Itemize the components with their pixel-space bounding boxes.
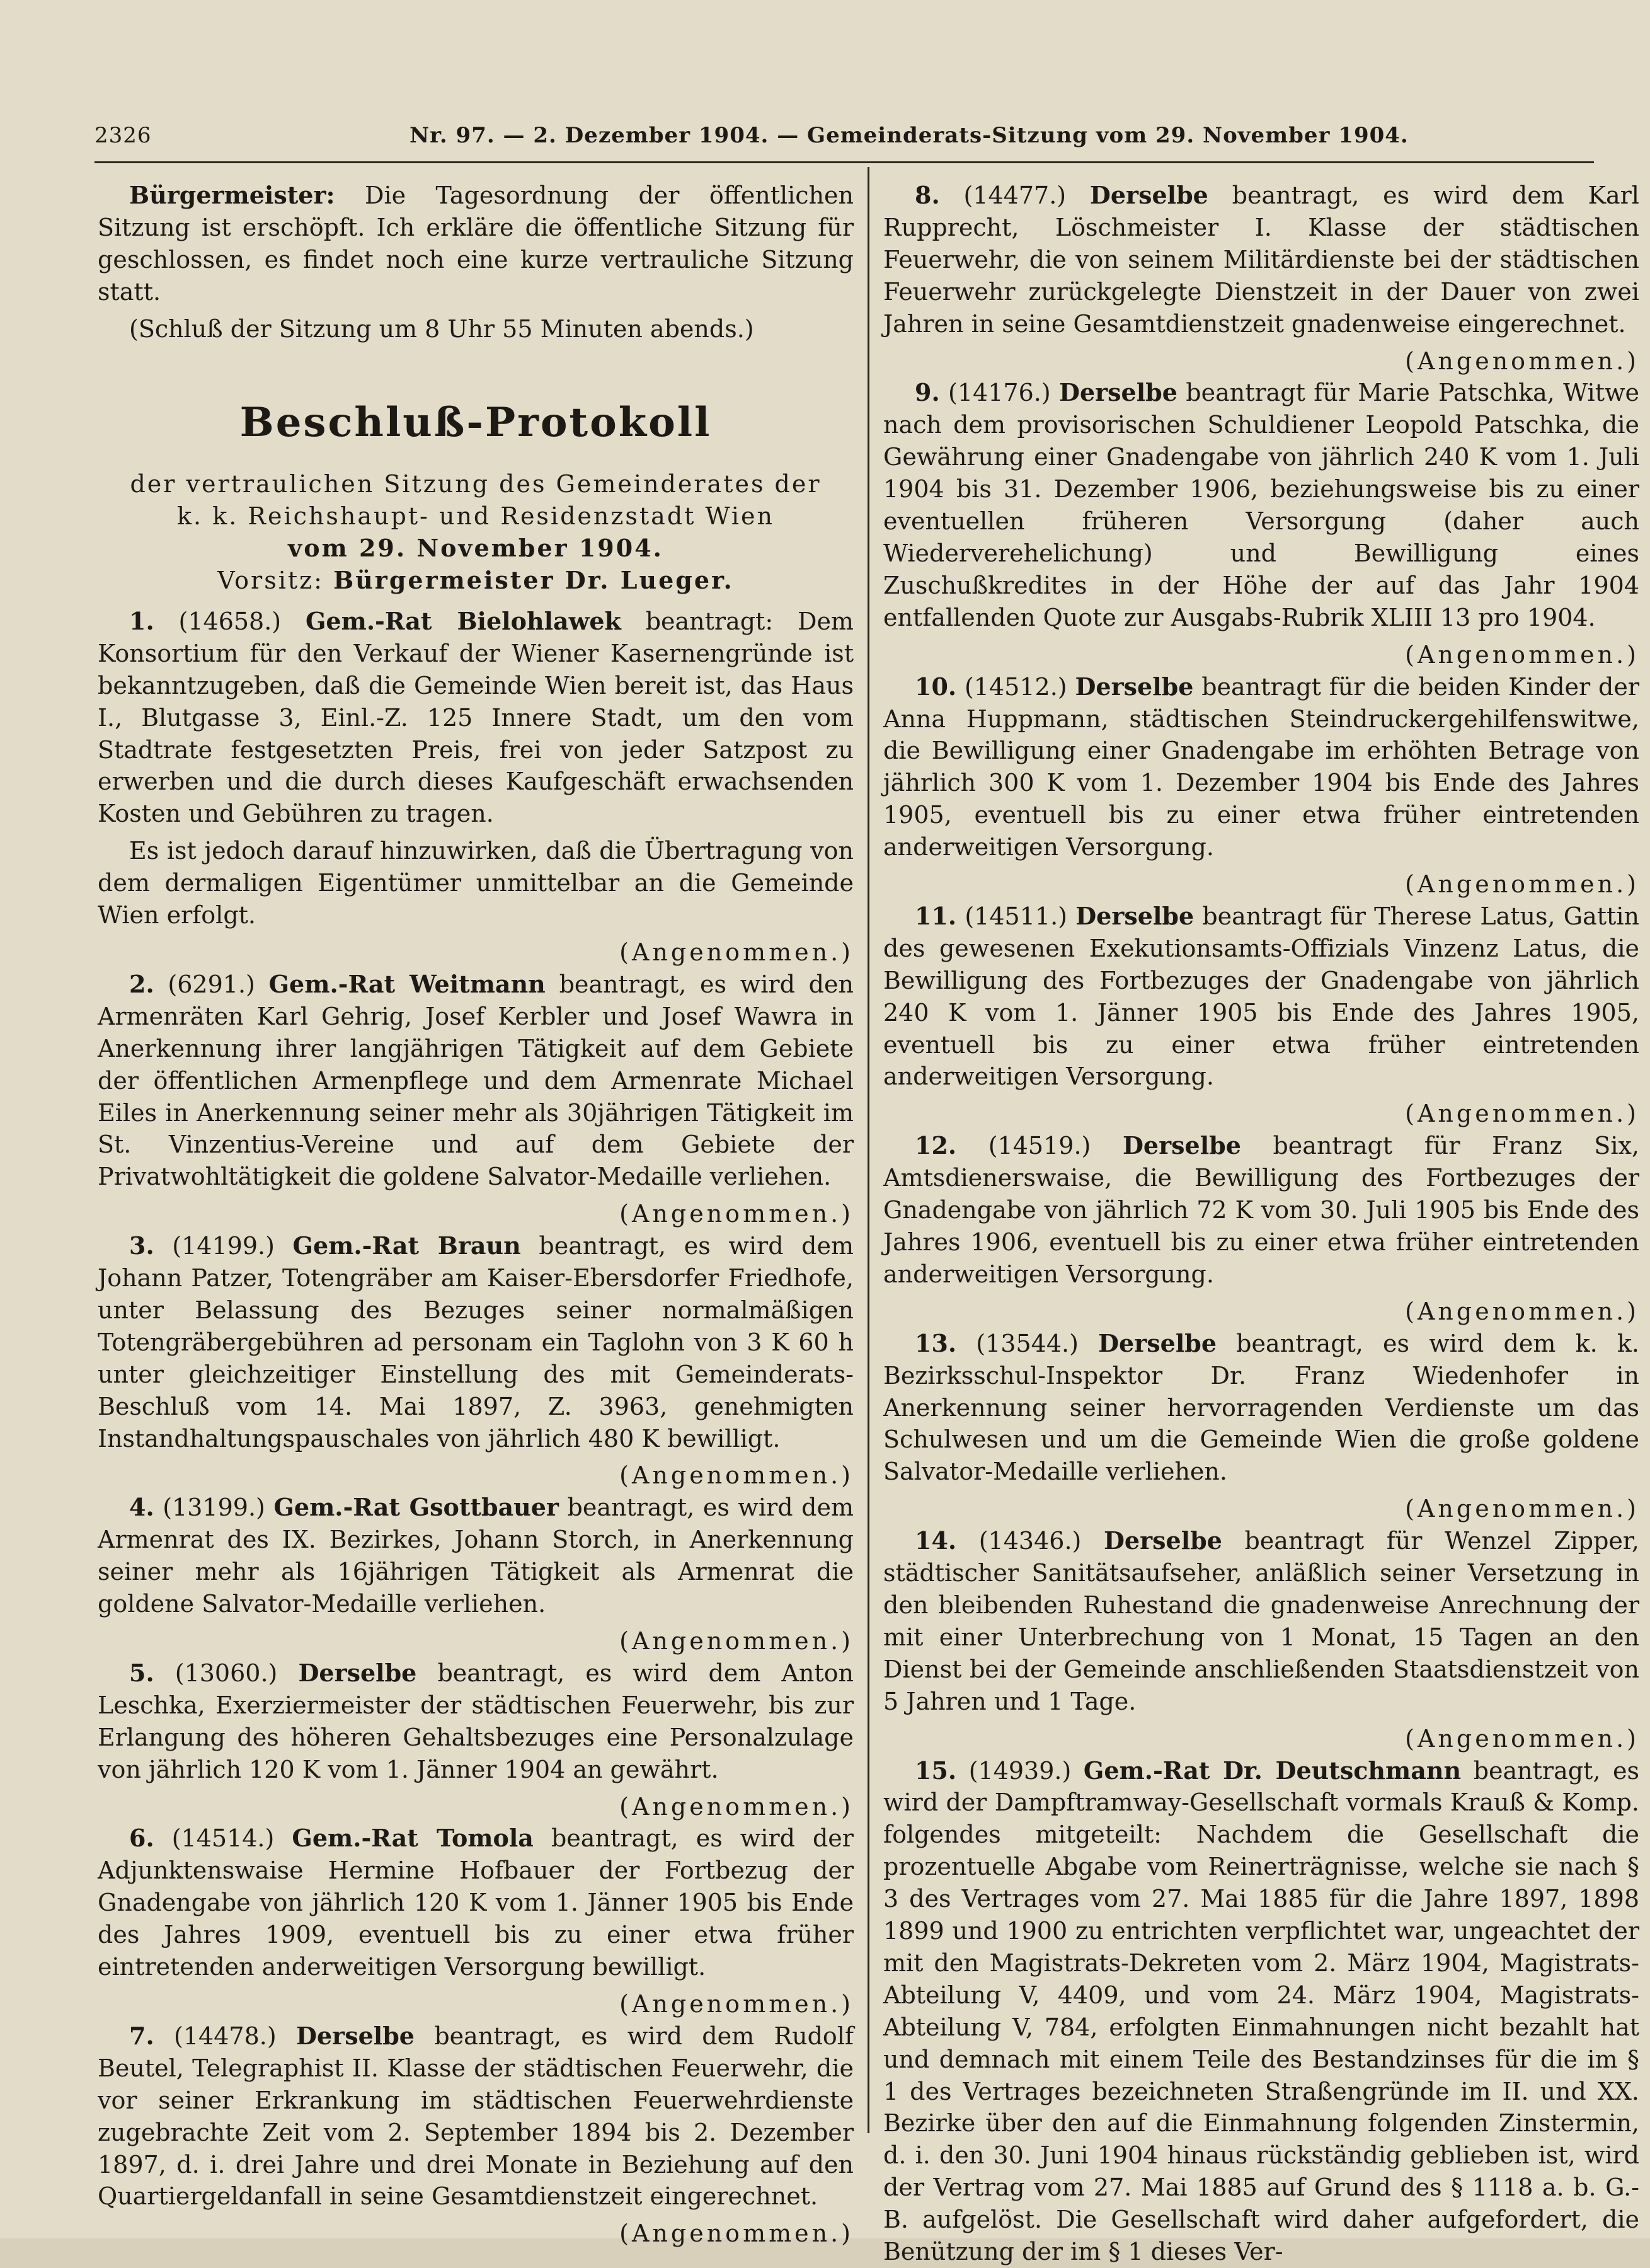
motion-number: 14.: [915, 1526, 956, 1555]
motion-item: [883, 377, 1639, 633]
motion-number: 1.: [129, 607, 154, 635]
motion-reference: (13544.): [976, 1330, 1079, 1357]
left-items: [98, 606, 854, 2250]
protocol-line2: k. k. Reichshaupt- und Residenzstadt Wien: [98, 500, 854, 532]
motion-number: 10.: [915, 672, 956, 701]
motion-text: beantragt, es wird den Armenräten Karl Gehrig, Josef Kerbler und Josef Wawra in Anerkennung ihrer langjährigen Tätigkeit auf dem Gebiete der öffentlichen Armenpflege und dem Armenrate Michael Eiles in Anerkennung seiner mehr als 30jährigen Tätigkeit im St. Vinzentius-Vereine und auf dem Gebiete der Privatwohltätigkeit die goldene Salvator-Medaille verliehen.: [98, 970, 854, 1190]
motion-mover: Derselbe: [1098, 1329, 1217, 1357]
motion-number: 8.: [915, 181, 940, 209]
motion-text: beantragt, es wird dem Johann Patzer, Totengräber am Kaiser-Ebersdorfer Friedhofe, unter Belassung des Bezuges seiner normalmäßigen Totengräbergebühren ad personam ein Taglohn von 3 K 60 h unter gleichzeitiger Einstellung des mit Gemeinderats-Beschluß vom 14. Mai 1897, Z. 3963, genehmigten Instandhaltungspauschales von jährlich 480 K bewilligt.: [98, 1232, 854, 1452]
motion-item: [98, 969, 854, 1193]
accepted-label: (Angenommen.): [883, 1098, 1639, 1130]
motion-text-continued: Es ist jedoch darauf hinzuwirken, daß die Übertragung von dem dermaligen Eigentümer unmittelbar an die Gemeinde Wien erfolgt.: [98, 835, 854, 931]
accepted-label: (Angenommen.): [98, 1988, 854, 2020]
running-title: Nr. 97. — 2. Dezember 1904. — Gemeinderats-Sitzung vom 29. November 1904.: [410, 123, 1409, 148]
motion-text: beantragt für Franz Six, Amtsdienerswaise, die Bewilligung des Fortbezuges der Gnadengabe von jährlich 72 K vom 30. Juli 1905 bis Ende des Jahres 1906, eventuell bis zu einer etwa früher eintretenden anderweitigen Versorgung.: [883, 1132, 1639, 1288]
motion-mover: Derselbe: [296, 2022, 415, 2050]
motion-text: beantragt, es wird dem Armenrat des IX. Bezirkes, Johann Storch, in Anerkennung seiner mehr als 16jährigen Tätigkeit als Armenrat die goldene Salvator-Medaille verliehen.: [98, 1494, 854, 1618]
motion-item: [883, 671, 1639, 863]
motion-number: 6.: [129, 1824, 154, 1852]
motion-text: beantragt, es wird dem Rudolf Beutel, Telegraphist II. Klasse der städtischen Feuerwehr, die vor seiner Erkrankung im städtischen Feuerwehrdienste zugebrachte Zeit vom 2. September 1894 bis 2. Dezember 1897, d. i. drei Jahre und drei Monate in Beziehung auf den Quartiergeldanfall in seine Gesamtdienstzeit eingerechnet.: [98, 2022, 854, 2211]
motion-reference: (14478.): [174, 2022, 277, 2050]
motion-mover: Gem.-Rat Braun: [293, 1231, 521, 1260]
motion-number: 4.: [129, 1493, 154, 1521]
motion-text: beantragt, es wird dem k. k. Bezirksschul-Inspektor Dr. Franz Wiedenhofer in Anerkennung seiner hervorragenden Verdienste um das Schulwesen und um die Gemeinde Wien die große goldene Salvator-Medaille verliehen.: [883, 1330, 1639, 1486]
right-column: [883, 180, 1639, 2127]
page-header: [95, 117, 1594, 154]
motion-item: [883, 1525, 1639, 1717]
motion-reference: (14511.): [965, 902, 1067, 930]
accepted-label: (Angenommen.): [883, 639, 1639, 671]
motion-reference: (14199.): [172, 1232, 275, 1260]
accepted-label: (Angenommen.): [883, 345, 1639, 377]
closing-paragraph: Bürgermeister: Die Tagesordnung der öffentlichen Sitzung ist erschöpft. Ich erkläre die öffentliche Sitzung für geschlossen, es findet noch eine kurze vertrauliche Sitzung statt.: [98, 180, 854, 308]
motion-mover: Gem.-Rat Tomola: [292, 1824, 534, 1852]
accepted-label: (Angenommen.): [98, 2218, 854, 2250]
motion-text: beantragt, es wird der Adjunktenswaise Hermine Hofbauer der Fortbezug der Gnadengabe von jährlich 120 K vom 1. Jänner 1905 bis Ende des Jahres 1909, eventuell bis zu einer etwa früher eintretenden anderweitigen Versorgung bewilligt.: [98, 1824, 854, 1981]
motion-item: [883, 180, 1639, 340]
motion-item: [98, 2020, 854, 2213]
motion-mover: Gem.-Rat Dr. Deutschmann: [1084, 1756, 1461, 1785]
motion-text: beantragt für Therese Latus, Gattin des gewesenen Exekutionsamts-Offizials Vinzenz Latus, die Bewilligung des Fortbezuges der Gnadengabe von jährlich 240 K vom 1. Jänner 1905 bis Ende des Jahres 1905, eventuell bis zu einer etwa früher eintretenden anderweitigen Versorgung.: [883, 902, 1639, 1091]
motion-mover: Derselbe: [1123, 1131, 1241, 1160]
motion-reference: (14512.): [965, 673, 1067, 701]
motion-text: beantragt, es wird dem Anton Leschka, Exerziermeister der städtischen Feuerwehr, bis zur Erlangung des höheren Gehaltsbezuges eine Personalzulage von jährlich 120 K vom 1. Jänner 1904 an gewährt.: [98, 1659, 854, 1783]
motion-text: beantragt: Dem Konsortium für den Verkauf der Wiener Kasernengründe ist bekanntzugeben, daß die Gemeinde Wien bereit ist, das Haus I., Blutgasse 3, Einl.-Z. 125 Innere Stadt, um den vom Stadtrate festgesetzten Preis, frei von jeder Satzpost zu erwerben und die durch dieses Kaufgeschäft erwachsenden Kosten und Gebühren zu tragen.: [98, 607, 854, 827]
closing-end: (Schluß der Sitzung um 8 Uhr 55 Minuten abends.): [98, 313, 854, 345]
motion-number: 7.: [129, 2022, 154, 2050]
accepted-label: (Angenommen.): [98, 936, 854, 969]
motion-number: 2.: [129, 970, 154, 998]
right-items: [883, 180, 1639, 2268]
motion-number: 11.: [915, 902, 956, 930]
motion-mover: Derselbe: [298, 1659, 416, 1687]
left-column: [98, 180, 854, 2127]
motion-reference: (14939.): [969, 1757, 1072, 1785]
motion-text: beantragt für Marie Patschka, Witwe nach dem provisorischen Schuldiener Leopold Patschka, die Gewährung einer Gnadengabe von jährlich 240 K vom 1. Juli 1904 bis 31. Dezember 1906, beziehungsweise bis zu einer eventuellen früheren Versorgung (daher auch Wiederverehelichung) und Bewilligung eines Zuschußkredites in der Höhe der auf das Jahr 1904 entfallenden Quote zur Ausgabs-Rubrik XLIII 13 pro 1904.: [883, 379, 1639, 631]
motion-reference: (14658.): [179, 607, 282, 635]
motion-item: [883, 901, 1639, 1093]
motion-mover: Gem.-Rat Weitmann: [269, 970, 546, 998]
motion-reference: (13199.): [163, 1494, 265, 1521]
motion-item: [883, 1755, 1639, 2268]
motion-reference: (14514.): [172, 1824, 275, 1852]
motion-mover: Derselbe: [1059, 378, 1177, 406]
accepted-label: (Angenommen.): [883, 1723, 1639, 1755]
accepted-label: (Angenommen.): [98, 1459, 854, 1492]
protocol-line1: der vertraulichen Sitzung des Gemeinderates der: [98, 468, 854, 500]
page-number: 2326: [95, 123, 152, 148]
motion-text: beantragt für Wenzel Zipper, städtischer Sanitätsaufseher, anläßlich seiner Versetzung in den bleibenden Ruhestand die gnadenweise Anrechnung der mit einer Unterbrechung von 1 Monat, 15 Tagen an den Dienst bei der Gemeinde anschließenden Staatsdienstzeit von 5 Jahren und 1 Tage.: [883, 1527, 1639, 1715]
motion-mover: Derselbe: [1104, 1526, 1222, 1555]
motion-item: [98, 1492, 854, 1620]
motion-item: [883, 1328, 1639, 1488]
motion-number: 15.: [915, 1756, 956, 1785]
protocol-chair: Vorsitz: Bürgermeister Dr. Lueger.: [98, 565, 854, 597]
motion-reference: (14346.): [979, 1527, 1082, 1555]
protocol-line3: vom 29. November 1904.: [98, 532, 854, 565]
motion-item: [98, 1822, 854, 1983]
motion-number: 12.: [915, 1131, 956, 1160]
motion-item: [883, 1130, 1639, 1291]
motion-text: beantragt, es wird dem Karl Rupprecht, Löschmeister I. Klasse der städtischen Feuerwehr, die von seinem Militärdienste bei der städtischen Feuerwehr zurückgelegte Dienstzeit in der Dauer von zwei Jahren in seine Gesamtdienstzeit gnadenweise eingerechnet.: [883, 181, 1639, 338]
accepted-label: (Angenommen.): [98, 1198, 854, 1230]
motion-mover: Derselbe: [1075, 672, 1193, 701]
motion-reference: (14176.): [948, 379, 1051, 406]
header-rule: [95, 161, 1594, 163]
accepted-label: (Angenommen.): [98, 1625, 854, 1657]
motion-number: 9.: [915, 378, 940, 406]
motion-reference: (13060.): [175, 1659, 278, 1687]
protocol-title: Beschluß-Protokoll: [98, 396, 854, 450]
motion-number: 13.: [915, 1329, 956, 1357]
accepted-label: (Angenommen.): [98, 1791, 854, 1823]
motion-number: 5.: [129, 1659, 154, 1687]
column-rule: [868, 167, 869, 2133]
motion-mover: Gem.-Rat Gsottbauer: [273, 1493, 559, 1521]
motion-text: beantragt für die beiden Kinder der Anna Huppmann, städtischen Steindruckergehilfenswitwe, die Bewilligung einer Gnadengabe im erhöhten Betrage von jährlich 300 K vom 1. Dezember 1904 bis Ende des Jahres 1905, eventuell bis zu einer etwa früher eintretenden anderweitigen Versorgung.: [883, 673, 1639, 861]
accepted-label: (Angenommen.): [883, 1493, 1639, 1525]
motion-item: [98, 1230, 854, 1454]
accepted-label: (Angenommen.): [883, 1296, 1639, 1328]
motion-reference: (14519.): [988, 1132, 1091, 1160]
motion-text: beantragt, es wird der Dampftramway-Gesellschaft vormals Krauß & Komp. folgendes mitgeteilt: Nachdem die Gesellschaft die prozentuelle Abgabe vom Reinerträgnisse, welche sie nach § 3 des Vertrages vom 27. Mai 1885 für die Jahre 1897, 1898 1899 und 1900 zu entrichten verpflichtet war, ungeachtet der mit den Magistrats-Dekreten vom 2. März 1904, Magistrats-Abteilung V, 4409, und vom 24. März 1904, Magistrats-Abteilung V, 784, erfolgten Einmahnungen nicht bezahlt hat und demnach mit einem Teile des Bestandzinses für die im § 1 des Vertrages bezeichneten Straßengründe im II. und XX. Bezirke über den auf die Einmahnung folgenden Zinstermin, d. i. den 30. Juni 1904 hinaus rückständig geblieben ist, wird der Vertrag vom 27. Mai 1885 auf Grund des § 1118 a. b. G.-B. aufgelöst. Die Gesellschaft wird daher aufgefordert, die Benützung der im § 1 dieses Ver-: [883, 1757, 1639, 2266]
motion-mover: Gem.-Rat Bielohlawek: [306, 607, 621, 635]
motion-item: [98, 1657, 854, 1786]
motion-reference: (14477.): [963, 181, 1066, 209]
motion-number: 3.: [129, 1231, 154, 1260]
motion-item: [98, 606, 854, 830]
motion-mover: Derselbe: [1075, 902, 1194, 930]
motion-mover: Derselbe: [1090, 181, 1208, 209]
motion-reference: (6291.): [168, 970, 255, 998]
accepted-label: (Angenommen.): [883, 868, 1639, 901]
